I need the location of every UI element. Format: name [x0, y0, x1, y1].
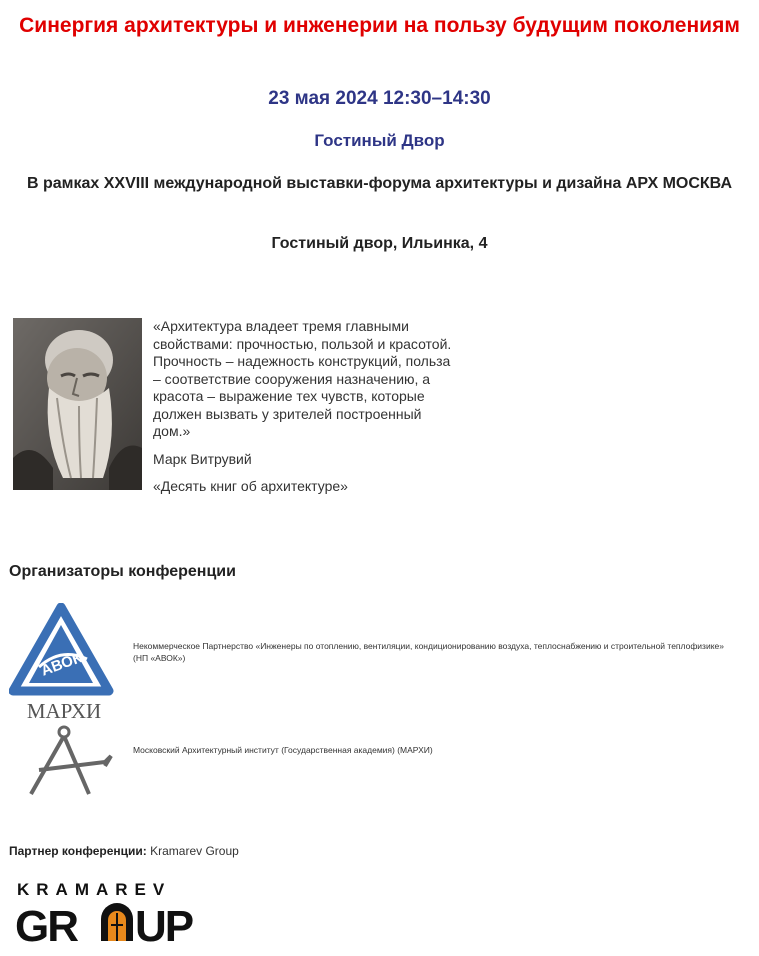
organizer-marhi-name: Московский Архитектурный институт (Государственная академия) (МАРХИ) [133, 745, 433, 755]
kramarev-logo-top: KRAMAREV [17, 880, 172, 899]
marhi-logo-text: МАРХИ [26, 699, 102, 723]
avok-logo-text: АВОК [38, 649, 85, 680]
event-address: Гостиный двор, Ильинка, 4 [271, 235, 488, 252]
kramarev-logo-right: UP [135, 902, 193, 945]
quote-source: «Десять книг об архитектуре» [153, 478, 348, 494]
event-title: Синергия архитектуры и инженерии на пользу будущим поколениям [19, 14, 740, 37]
partner-label: Партнер конференции: [9, 844, 147, 858]
event-context: В рамках XXVIII международной выставки-форума архитектуры и дизайна АРХ МОСКВА [26, 175, 732, 192]
event-venue: Гостиный Двор [314, 131, 445, 150]
avok-logo [9, 603, 114, 703]
marhi-logo [9, 698, 119, 803]
partner-line [9, 844, 239, 858]
organizer-avok-name: Некоммерческое Партнерство «Инженеры по отоплению, вентиляции, кондиционированию воздуха, теплоснабжению и строительной теплофизике» (НП «АВОК») [133, 641, 724, 663]
quote-block [153, 318, 453, 496]
organizers-heading: Организаторы конференции [9, 563, 236, 580]
quote-text: «Архитектура владеет тремя главными свойствами: прочностью, пользой и красотой. Прочность – надежность конструкций, польза – соответствие сооружения назначению, а красота – выражение тех чувств, которые должен вызвать у зрителей построенный дом.» [153, 318, 452, 439]
event-date: 23 мая 2024 12:30–14:30 [268, 88, 491, 109]
kramarev-group-logo [15, 879, 205, 945]
quote-author: Марк Витрувий [153, 450, 252, 467]
vitruvius-portrait [13, 318, 142, 490]
partner-name: Kramarev Group [150, 844, 239, 858]
kramarev-logo-left: GR [15, 902, 77, 945]
